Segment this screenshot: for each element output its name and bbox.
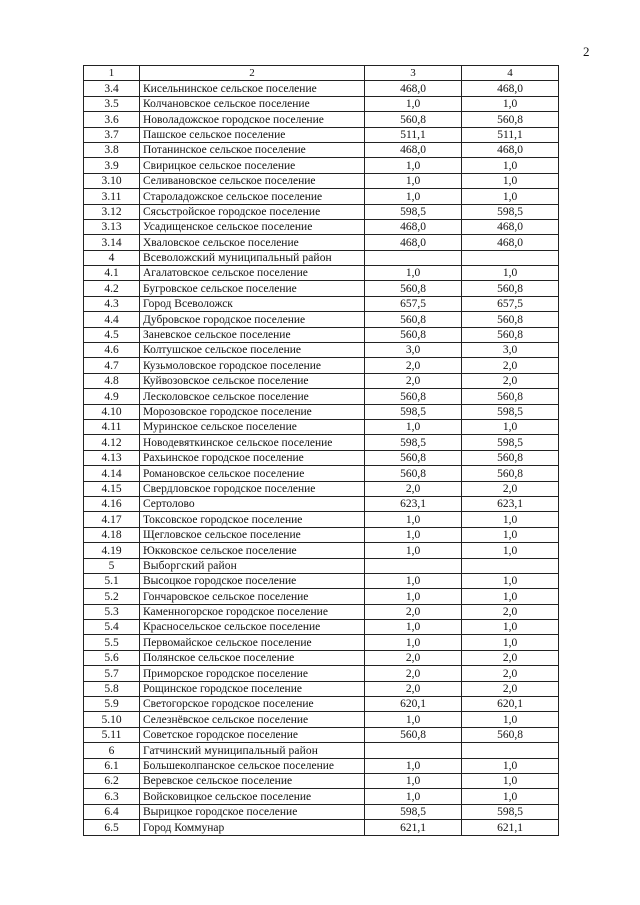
row-name-cell: Староладожское сельское поселение — [140, 189, 365, 204]
row-value-col3-cell: 2,0 — [365, 666, 462, 681]
row-value-col4-cell: 1,0 — [462, 527, 559, 542]
row-number-cell: 6.1 — [84, 758, 140, 773]
row-name-cell: Гатчинский муниципальный район — [140, 743, 365, 758]
table-row — [84, 681, 559, 696]
table-body — [84, 66, 559, 836]
table-row — [84, 112, 559, 127]
table-row — [84, 543, 559, 558]
row-value-col3-cell: 1,0 — [365, 266, 462, 281]
row-value-col3-cell: 560,8 — [365, 281, 462, 296]
row-value-col4-cell: 560,8 — [462, 281, 559, 296]
row-number-cell: 4.7 — [84, 358, 140, 373]
row-number-cell: 5.3 — [84, 604, 140, 619]
row-name-cell: Селезнёвское сельское поселение — [140, 712, 365, 727]
row-value-col3-cell: 1,0 — [365, 173, 462, 188]
row-value-col3-cell: 560,8 — [365, 389, 462, 404]
row-value-col3-cell: 1,0 — [365, 773, 462, 788]
row-value-col4-cell: 2,0 — [462, 681, 559, 696]
row-name-cell: Веревское сельское поселение — [140, 773, 365, 788]
row-number-cell: 4.4 — [84, 312, 140, 327]
row-number-cell: 4.2 — [84, 281, 140, 296]
column-header-3: 3 — [365, 66, 462, 81]
row-name-cell: Колтушское сельское поселение — [140, 343, 365, 358]
row-name-cell: Усадищенское сельское поселение — [140, 219, 365, 234]
row-name-cell: Свердловское городское поселение — [140, 481, 365, 496]
table-row — [84, 219, 559, 234]
row-number-cell: 3.8 — [84, 142, 140, 157]
row-value-col3-cell: 468,0 — [365, 142, 462, 157]
table-row — [84, 419, 559, 434]
row-value-col4-cell: 560,8 — [462, 450, 559, 465]
row-name-cell: Куйвозовское сельское поселение — [140, 373, 365, 388]
row-value-col4-cell: 2,0 — [462, 373, 559, 388]
row-name-cell: Вырицкое городское поселение — [140, 804, 365, 819]
column-header-4: 4 — [462, 66, 559, 81]
row-value-col3-cell: 2,0 — [365, 358, 462, 373]
row-value-col3-cell: 657,5 — [365, 296, 462, 311]
table-row — [84, 358, 559, 373]
row-value-col4-cell: 1,0 — [462, 773, 559, 788]
row-value-col3-cell: 3,0 — [365, 343, 462, 358]
row-name-cell: Кисельнинское сельское поселение — [140, 81, 365, 96]
row-value-col3-cell: 598,5 — [365, 804, 462, 819]
row-value-col4-cell: 1,0 — [462, 266, 559, 281]
row-value-col4-cell: 2,0 — [462, 481, 559, 496]
row-value-col4-cell: 657,5 — [462, 296, 559, 311]
row-value-col4-cell: 1,0 — [462, 173, 559, 188]
table-row — [84, 96, 559, 111]
row-value-col4-cell: 560,8 — [462, 112, 559, 127]
row-value-col3-cell: 1,0 — [365, 573, 462, 588]
row-value-col4-cell: 620,1 — [462, 697, 559, 712]
table-row — [84, 158, 559, 173]
row-number-cell: 5.8 — [84, 681, 140, 696]
table-row — [84, 789, 559, 804]
row-value-col4-cell: 1,0 — [462, 789, 559, 804]
row-name-cell: Колчановское сельское поселение — [140, 96, 365, 111]
table-row — [84, 650, 559, 665]
table-row — [84, 343, 559, 358]
row-name-cell: Потанинское сельское поселение — [140, 142, 365, 157]
district-row — [84, 743, 559, 758]
table-row — [84, 496, 559, 511]
row-number-cell: 5.4 — [84, 620, 140, 635]
row-number-cell: 6.4 — [84, 804, 140, 819]
table-row — [84, 296, 559, 311]
column-header-2: 2 — [140, 66, 365, 81]
row-name-cell: Рощинское городское поселение — [140, 681, 365, 696]
row-name-cell: Город Коммунар — [140, 820, 365, 835]
row-name-cell: Романовское сельское поселение — [140, 466, 365, 481]
row-value-col3-cell: 1,0 — [365, 158, 462, 173]
row-name-cell: Рахьинское городское поселение — [140, 450, 365, 465]
table-row — [84, 727, 559, 742]
row-number-cell: 4.18 — [84, 527, 140, 542]
table-row — [84, 527, 559, 542]
row-value-col3-cell: 1,0 — [365, 758, 462, 773]
row-number-cell: 6.2 — [84, 773, 140, 788]
row-number-cell: 4.3 — [84, 296, 140, 311]
row-number-cell: 6.5 — [84, 820, 140, 835]
row-name-cell: Агалатовское сельское поселение — [140, 266, 365, 281]
row-name-cell: Сясьстройское городское поселение — [140, 204, 365, 219]
row-number-cell: 4.17 — [84, 512, 140, 527]
row-value-col3-cell: 598,5 — [365, 435, 462, 450]
page-number: 2 — [583, 44, 590, 59]
row-value-col4-cell: 2,0 — [462, 666, 559, 681]
column-header-1: 1 — [84, 66, 140, 81]
row-name-cell: Полянское сельское поселение — [140, 650, 365, 665]
row-number-cell: 3.4 — [84, 81, 140, 96]
table-row — [84, 666, 559, 681]
row-number-cell: 4.6 — [84, 343, 140, 358]
row-value-col3-cell: 621,1 — [365, 820, 462, 835]
row-value-col4-cell: 560,8 — [462, 327, 559, 342]
row-value-col3-cell: 1,0 — [365, 635, 462, 650]
table-row — [84, 235, 559, 250]
row-name-cell: Заневское сельское поселение — [140, 327, 365, 342]
row-value-col4-cell: 1,0 — [462, 158, 559, 173]
row-name-cell: Высоцкое городское поселение — [140, 573, 365, 588]
table-row — [84, 435, 559, 450]
row-value-col3-cell: 2,0 — [365, 604, 462, 619]
row-value-col4-cell: 560,8 — [462, 312, 559, 327]
row-name-cell: Юкковское сельское поселение — [140, 543, 365, 558]
row-value-col3-cell: 468,0 — [365, 235, 462, 250]
table-row — [84, 327, 559, 342]
row-value-col4-cell: 1,0 — [462, 512, 559, 527]
table-row — [84, 620, 559, 635]
row-number-cell: 5.9 — [84, 697, 140, 712]
row-number-cell: 3.7 — [84, 127, 140, 142]
table-row — [84, 697, 559, 712]
row-value-col4-cell: 1,0 — [462, 589, 559, 604]
row-number-cell: 4.1 — [84, 266, 140, 281]
row-number-cell: 4.14 — [84, 466, 140, 481]
row-value-col4-cell: 560,8 — [462, 466, 559, 481]
row-name-cell: Муринское сельское поселение — [140, 419, 365, 434]
row-number-cell: 3.11 — [84, 189, 140, 204]
row-value-col4-cell: 1,0 — [462, 635, 559, 650]
row-value-col3-cell: 1,0 — [365, 419, 462, 434]
row-value-col3-cell: 620,1 — [365, 697, 462, 712]
row-value-col4-cell: 598,5 — [462, 404, 559, 419]
row-name-cell: Светогорское городское поселение — [140, 697, 365, 712]
row-name-cell: Свирицкое сельское поселение — [140, 158, 365, 173]
table-row — [84, 635, 559, 650]
row-name-cell: Кузьмоловское городское поселение — [140, 358, 365, 373]
row-value-col4-cell: 2,0 — [462, 604, 559, 619]
row-number-cell: 3.12 — [84, 204, 140, 219]
row-value-col4-cell: 2,0 — [462, 358, 559, 373]
row-value-col4-cell: 511,1 — [462, 127, 559, 142]
row-name-cell: Город Всеволожск — [140, 296, 365, 311]
row-name-cell: Дубровское городское поселение — [140, 312, 365, 327]
row-value-col3-cell: 2,0 — [365, 373, 462, 388]
table-row — [84, 804, 559, 819]
row-value-col3-cell: 2,0 — [365, 681, 462, 696]
district-row — [84, 250, 559, 265]
table-row — [84, 127, 559, 142]
row-value-col4-cell: 468,0 — [462, 219, 559, 234]
row-number-cell: 4.10 — [84, 404, 140, 419]
row-value-col3-cell: 560,8 — [365, 112, 462, 127]
row-name-cell: Щегловское сельское поселение — [140, 527, 365, 542]
row-value-col4-cell: 598,5 — [462, 204, 559, 219]
row-number-cell: 3.10 — [84, 173, 140, 188]
row-name-cell: Лесколовское сельское поселение — [140, 389, 365, 404]
row-name-cell: Хваловское сельское поселение — [140, 235, 365, 250]
row-value-col4-cell: 1,0 — [462, 189, 559, 204]
row-name-cell: Советское городское поселение — [140, 727, 365, 742]
row-value-col4-cell: 468,0 — [462, 235, 559, 250]
row-value-col4-cell: 623,1 — [462, 496, 559, 511]
table-row — [84, 512, 559, 527]
row-value-col3-cell: 1,0 — [365, 527, 462, 542]
row-number-cell: 4.5 — [84, 327, 140, 342]
row-value-col3-cell: 560,8 — [365, 466, 462, 481]
row-name-cell: Каменногорское городское поселение — [140, 604, 365, 619]
row-name-cell: Красносельское сельское поселение — [140, 620, 365, 635]
row-value-col4-cell: 598,5 — [462, 804, 559, 819]
row-number-cell: 3.6 — [84, 112, 140, 127]
table-row — [84, 204, 559, 219]
row-number-cell: 4.8 — [84, 373, 140, 388]
row-value-col3-cell: 1,0 — [365, 543, 462, 558]
row-number-cell: 4.15 — [84, 481, 140, 496]
table-row — [84, 404, 559, 419]
row-number-cell: 5 — [84, 558, 140, 573]
row-number-cell: 4.16 — [84, 496, 140, 511]
table-row — [84, 189, 559, 204]
row-value-col4-cell: 468,0 — [462, 142, 559, 157]
row-name-cell: Пашское сельское поселение — [140, 127, 365, 142]
row-name-cell: Большеколпанское сельское поселение — [140, 758, 365, 773]
row-value-col4-cell: 3,0 — [462, 343, 559, 358]
column-number-header-row — [84, 66, 559, 81]
district-row — [84, 558, 559, 573]
row-number-cell: 4.13 — [84, 450, 140, 465]
row-value-col3-cell: 1,0 — [365, 620, 462, 635]
table-row — [84, 389, 559, 404]
table-row — [84, 266, 559, 281]
row-number-cell: 4 — [84, 250, 140, 265]
table-row — [84, 712, 559, 727]
row-number-cell: 3.5 — [84, 96, 140, 111]
table-row — [84, 481, 559, 496]
table-row — [84, 312, 559, 327]
row-name-cell: Гончаровское сельское поселение — [140, 589, 365, 604]
row-value-col3-cell — [365, 250, 462, 265]
row-value-col3-cell: 560,8 — [365, 450, 462, 465]
row-number-cell: 5.11 — [84, 727, 140, 742]
row-value-col3-cell: 560,8 — [365, 327, 462, 342]
row-number-cell: 4.19 — [84, 543, 140, 558]
row-value-col3-cell: 598,5 — [365, 404, 462, 419]
row-value-col3-cell: 468,0 — [365, 219, 462, 234]
row-number-cell: 5.10 — [84, 712, 140, 727]
row-value-col4-cell: 1,0 — [462, 543, 559, 558]
allocation-table — [83, 65, 559, 836]
table-row — [84, 373, 559, 388]
row-number-cell: 5.2 — [84, 589, 140, 604]
row-value-col3-cell: 511,1 — [365, 127, 462, 142]
row-number-cell: 4.12 — [84, 435, 140, 450]
row-number-cell: 5.1 — [84, 573, 140, 588]
row-value-col3-cell: 598,5 — [365, 204, 462, 219]
row-value-col4-cell: 560,8 — [462, 389, 559, 404]
row-name-cell: Новодевяткинское сельское поселение — [140, 435, 365, 450]
row-name-cell: Первомайское сельское поселение — [140, 635, 365, 650]
row-name-cell: Токсовское городское поселение — [140, 512, 365, 527]
table-row — [84, 573, 559, 588]
table-row — [84, 81, 559, 96]
row-value-col3-cell: 2,0 — [365, 650, 462, 665]
row-value-col3-cell: 623,1 — [365, 496, 462, 511]
table-row — [84, 604, 559, 619]
row-value-col4-cell: 1,0 — [462, 419, 559, 434]
row-value-col3-cell: 1,0 — [365, 589, 462, 604]
row-value-col4-cell: 1,0 — [462, 620, 559, 635]
row-value-col4-cell — [462, 558, 559, 573]
row-number-cell: 3.13 — [84, 219, 140, 234]
row-number-cell: 4.11 — [84, 419, 140, 434]
row-value-col3-cell: 560,8 — [365, 727, 462, 742]
row-name-cell: Новоладожское городское поселение — [140, 112, 365, 127]
row-number-cell: 5.5 — [84, 635, 140, 650]
row-name-cell: Войсковицкое сельское поселение — [140, 789, 365, 804]
row-value-col3-cell: 1,0 — [365, 189, 462, 204]
row-value-col3-cell — [365, 743, 462, 758]
row-value-col4-cell: 1,0 — [462, 712, 559, 727]
row-number-cell: 5.6 — [84, 650, 140, 665]
row-value-col4-cell — [462, 743, 559, 758]
row-value-col3-cell — [365, 558, 462, 573]
row-name-cell: Бугровское сельское поселение — [140, 281, 365, 296]
row-number-cell: 6 — [84, 743, 140, 758]
row-value-col3-cell: 560,8 — [365, 312, 462, 327]
row-value-col4-cell: 1,0 — [462, 573, 559, 588]
row-value-col4-cell — [462, 250, 559, 265]
row-number-cell: 4.9 — [84, 389, 140, 404]
row-value-col4-cell: 1,0 — [462, 96, 559, 111]
row-value-col3-cell: 468,0 — [365, 81, 462, 96]
table-row — [84, 466, 559, 481]
table-row — [84, 450, 559, 465]
table-row — [84, 589, 559, 604]
row-value-col4-cell: 468,0 — [462, 81, 559, 96]
table-row — [84, 758, 559, 773]
row-name-cell: Сертолово — [140, 496, 365, 511]
row-name-cell: Выборгский район — [140, 558, 365, 573]
row-name-cell: Морозовское городское поселение — [140, 404, 365, 419]
row-value-col3-cell: 1,0 — [365, 789, 462, 804]
row-name-cell: Приморское городское поселение — [140, 666, 365, 681]
row-number-cell: 3.9 — [84, 158, 140, 173]
row-value-col4-cell: 1,0 — [462, 758, 559, 773]
row-value-col4-cell: 560,8 — [462, 727, 559, 742]
row-value-col4-cell: 598,5 — [462, 435, 559, 450]
row-value-col4-cell: 2,0 — [462, 650, 559, 665]
table-row — [84, 773, 559, 788]
table-row — [84, 281, 559, 296]
row-name-cell: Всеволожский муниципальный район — [140, 250, 365, 265]
row-number-cell: 6.3 — [84, 789, 140, 804]
row-value-col3-cell: 2,0 — [365, 481, 462, 496]
table-row — [84, 820, 559, 835]
table-row — [84, 173, 559, 188]
table-row — [84, 142, 559, 157]
row-value-col3-cell: 1,0 — [365, 712, 462, 727]
row-name-cell: Селивановское сельское поселение — [140, 173, 365, 188]
row-value-col3-cell: 1,0 — [365, 512, 462, 527]
row-value-col4-cell: 621,1 — [462, 820, 559, 835]
row-number-cell: 5.7 — [84, 666, 140, 681]
row-value-col3-cell: 1,0 — [365, 96, 462, 111]
row-number-cell: 3.14 — [84, 235, 140, 250]
